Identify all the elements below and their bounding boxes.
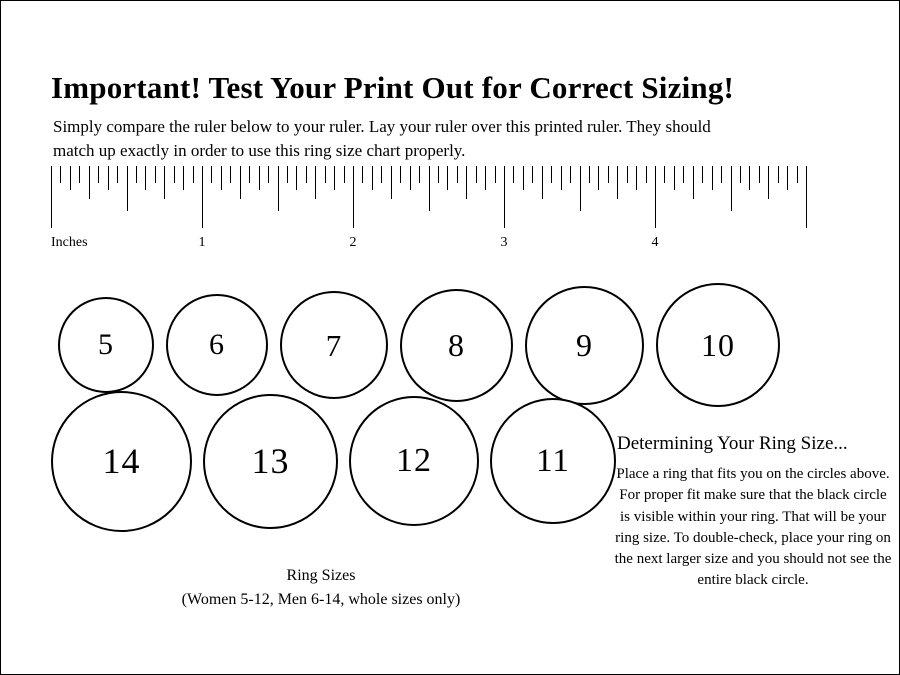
ruler-tick [797, 166, 798, 183]
ruler-tick [145, 166, 146, 190]
ruler-tick [108, 166, 109, 190]
ruler-tick [136, 166, 137, 183]
ruler-tick [664, 166, 665, 183]
ruler-inch-label: 2 [349, 235, 357, 250]
ruler-tick [580, 166, 581, 211]
printable-ruler [51, 166, 807, 236]
ring-size-label: 11 [536, 442, 570, 479]
ruler-tick [598, 166, 599, 190]
ruler-tick [381, 166, 382, 183]
page-title: Important! Test Your Print Out for Correct Sizing! [51, 69, 735, 105]
ruler-tick [589, 166, 590, 183]
ruler-tick [174, 166, 175, 183]
ring-sizes-title: Ring Sizes [286, 567, 356, 584]
ring-circle-11[interactable] [490, 398, 616, 524]
ruler-tick [89, 166, 90, 199]
ruler-tick [532, 166, 533, 183]
ruler-inch-label: 1 [198, 235, 206, 250]
ruler-tick [419, 166, 420, 183]
ring-circle-8[interactable] [400, 289, 513, 402]
ruler-tick [646, 166, 647, 183]
ruler-tick [495, 166, 496, 183]
ruler-tick [315, 166, 316, 199]
ruler-tick [334, 166, 335, 190]
ruler-tick [683, 166, 684, 183]
ruler-tick [438, 166, 439, 183]
ring-size-label: 14 [102, 441, 141, 481]
ruler-tick [117, 166, 118, 183]
ring-circle-10[interactable] [656, 283, 780, 407]
ruler-tick [240, 166, 241, 199]
ruler-tick [127, 166, 128, 211]
ruler-tick [410, 166, 411, 190]
ruler-tick [759, 166, 760, 183]
ruler-tick [504, 166, 505, 228]
ring-size-label: 5 [98, 328, 114, 361]
ruler-tick [429, 166, 430, 211]
ruler-tick [60, 166, 61, 183]
ring-circle-6[interactable] [166, 294, 268, 396]
ruler-inch-label: 3 [500, 235, 508, 250]
ruler-tick [230, 166, 231, 183]
ring-circle-7[interactable] [280, 291, 388, 399]
ruler-tick [721, 166, 722, 183]
ruler-tick [674, 166, 675, 190]
ruler-tick [296, 166, 297, 190]
ruler-tick [79, 166, 80, 183]
ruler-tick [806, 166, 807, 228]
ruler-tick [731, 166, 732, 211]
ring-size-label: 7 [325, 327, 343, 363]
ring-size-label: 6 [209, 328, 225, 361]
ruler-tick [183, 166, 184, 190]
ring-circle-12[interactable] [349, 396, 479, 526]
ruler-tick [768, 166, 769, 199]
ruler-tick [362, 166, 363, 183]
determining-heading: Determining Your Ring Size... [617, 433, 848, 454]
ruler-tick [70, 166, 71, 190]
ruler-tick [249, 166, 250, 183]
ring-size-label: 8 [448, 327, 465, 363]
ruler-tick [353, 166, 354, 228]
ruler-tick [287, 166, 288, 183]
ring-size-label: 12 [396, 442, 432, 479]
ruler-inch-label: 4 [651, 235, 659, 250]
ring-sizes-subtitle: (Women 5-12, Men 6-14, whole sizes only) [181, 591, 461, 608]
ruler-tick [164, 166, 165, 199]
ruler-tick [693, 166, 694, 199]
ruler-tick [391, 166, 392, 199]
ruler-tick [787, 166, 788, 190]
ruler-tick [211, 166, 212, 183]
ruler-tick [712, 166, 713, 190]
ruler-tick [457, 166, 458, 183]
ring-sizes-caption [121, 564, 521, 612]
ring-circle-5[interactable] [58, 297, 154, 393]
ruler-tick [561, 166, 562, 190]
ruler-tick [447, 166, 448, 190]
ruler-tick [476, 166, 477, 183]
ruler-tick [155, 166, 156, 183]
ruler-tick [466, 166, 467, 199]
determining-body: Place a ring that fits you on the circles above. For proper fit make sure that the black circle is visible within your ring. That will be your ring size. To double-check, place your ring on the next larger size and you should not see the entire black circle. [614, 466, 892, 589]
ring-size-label: 13 [251, 441, 290, 481]
ruler-tick [268, 166, 269, 183]
ruler-tick [608, 166, 609, 183]
ruler-tick [749, 166, 750, 190]
ruler-tick [98, 166, 99, 183]
ruler-tick [513, 166, 514, 183]
ruler-tick [551, 166, 552, 183]
ruler-tick [325, 166, 326, 183]
ruler-labels [51, 235, 821, 255]
ring-size-label: 10 [701, 327, 735, 363]
ruler-tick [778, 166, 779, 183]
ruler-tick [372, 166, 373, 190]
ruler-tick [740, 166, 741, 183]
ruler-tick [344, 166, 345, 183]
ring-circle-13[interactable] [203, 394, 338, 529]
intro-paragraph: Simply compare the ruler below to your ruler. Lay your ruler over this printed ruler. They should match up exactly in order to use this ring size chart properly. [53, 117, 711, 161]
ruler-tick [202, 166, 203, 228]
ruler-tick [259, 166, 260, 190]
ruler-tick [485, 166, 486, 190]
ruler-tick [306, 166, 307, 183]
ruler-tick [617, 166, 618, 199]
ruler-tick [542, 166, 543, 199]
ruler-tick [627, 166, 628, 183]
ring-size-label: 9 [576, 327, 593, 363]
ruler-tick [193, 166, 194, 183]
ruler-tick [702, 166, 703, 183]
ruler-tick [51, 166, 52, 228]
ruler-tick [400, 166, 401, 183]
ruler-unit-label: Inches [51, 235, 88, 250]
ruler-tick [655, 166, 656, 228]
ruler-tick [278, 166, 279, 211]
ruler-tick [636, 166, 637, 190]
ruler-tick [570, 166, 571, 183]
ring-circle-9[interactable] [525, 286, 644, 405]
ruler-tick [221, 166, 222, 190]
ruler-tick [523, 166, 524, 190]
ring-circle-14[interactable] [51, 391, 192, 532]
